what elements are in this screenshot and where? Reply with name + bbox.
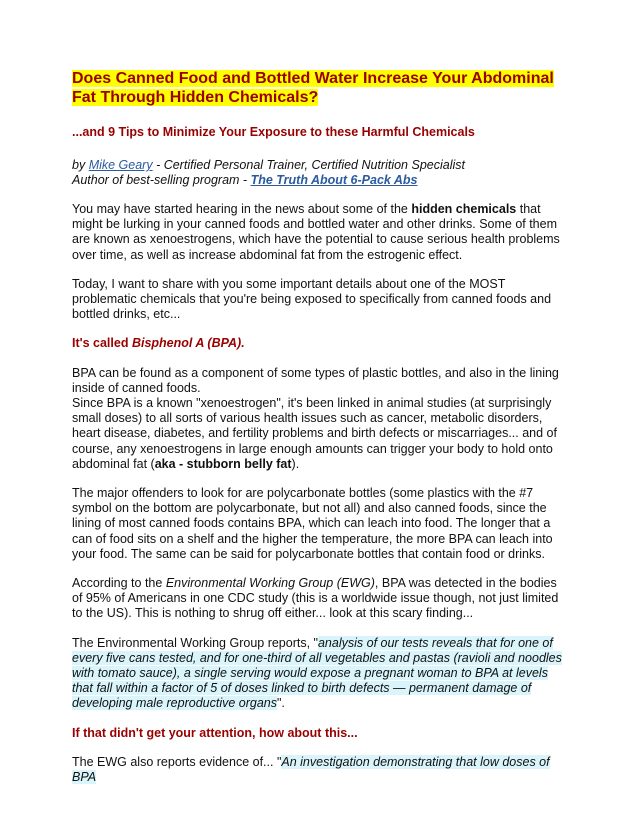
p1-text-a: You may have started hearing in the news about some of the bbox=[72, 202, 412, 216]
program-link[interactable]: The Truth About 6-Pack Abs bbox=[250, 173, 418, 187]
document-page bbox=[72, 70, 564, 785]
paragraph-8: If that didn't get your attention, how about this... bbox=[72, 725, 358, 740]
p6-italic: Environmental Working Group (EWG) bbox=[165, 576, 375, 591]
p4-text-a: Since BPA is a known "xenoestrogen", it's been linked in animal studies (at surprisingly small doses) to all sorts of various health issues such as cancer, metabolic disorders, heart disease, diabetes, and fertility problems and birth defects or miscarriages... and of course, any xenoestrogens in large enough amounts can trigger your body to hold onto abdominal fat ( bbox=[72, 396, 557, 471]
paragraph-4 bbox=[72, 366, 564, 472]
page-title bbox=[72, 70, 564, 107]
p3-text-a: It's called bbox=[72, 336, 132, 351]
paragraph-2: Today, I want to share with you some important details about one of the MOST problematic chemicals that you're being exposed to specifically from canned foods and bottled drinks, etc... bbox=[72, 276, 552, 322]
paragraph-7 bbox=[72, 636, 564, 712]
byline bbox=[72, 158, 564, 188]
p7-end: ". bbox=[277, 696, 285, 711]
title-text: Does Canned Food and Bottled Water Increase Your Abdominal Fat Through Hidden Chemicals? bbox=[72, 70, 554, 106]
p7-quote: analysis of our tests reveals that for one of every five cans tested, and for one-third of all vegetables and pastas (ravioli and noodles with tomato sauce), a single serving would expose a pregnant woman to BPA at levels that fall within a factor of 5 of doses linked to birth defects — permanent damage of developing male reproductive organs bbox=[72, 635, 562, 711]
p9-quote: An investigation demonstrating that low doses of BPA bbox=[72, 754, 550, 785]
paragraph-9 bbox=[72, 755, 564, 785]
p3-italic: Bisphenol A (BPA). bbox=[131, 336, 245, 351]
p1-bold: hidden chemicals bbox=[411, 202, 517, 216]
paragraph-1 bbox=[72, 202, 564, 263]
p1-text-b: that might be lurking in your canned foods and bottled water and other drinks. Some of them are known as xenoestrogens, which have the potential to cause serious health problems over time, as well as increase abdominal fat from the estrogenic effect. bbox=[72, 202, 560, 262]
p7-text-a: The Environmental Working Group reports, " bbox=[72, 635, 318, 650]
paragraph-6 bbox=[72, 576, 564, 622]
p4-line1: BPA can be found as a component of some types of plastic bottles, and also in the lining inside of canned foods. bbox=[72, 365, 559, 395]
byline-author-of: Author of best-selling program - bbox=[72, 173, 251, 187]
paragraph-3 bbox=[72, 336, 564, 351]
p4-end: ). bbox=[291, 456, 300, 471]
p6-text-a: According to the bbox=[72, 576, 166, 591]
byline-credentials: - Certified Personal Trainer, Certified Nutrition Specialist bbox=[152, 158, 465, 172]
byline-prefix: by bbox=[72, 158, 89, 172]
p4-bold: aka - stubborn belly fat bbox=[154, 456, 292, 471]
author-link[interactable]: Mike Geary bbox=[88, 158, 153, 172]
p9-text-a: The EWG also reports evidence of... " bbox=[72, 754, 282, 769]
paragraph-5: The major offenders to look for are polycarbonate bottles (some plastics with the #7 symbol on the bottom are polycarbonate, but not all) and also canned foods, since the lining of most canned foods contains BPA, which can leach into food. The longer that a can of food sits on a shelf and the higher the temperature, the more BPA can leach into your food. The same can be said for polycarbonate bottles that contain food or drinks. bbox=[72, 486, 553, 561]
p6-text-b: , BPA was detected in the bodies of 95% of Americans in one CDC study (this is a worldwide issue though, not just limited to the US). This is nothing to shrug off either... look at this scary finding... bbox=[72, 576, 559, 621]
subtitle: ...and 9 Tips to Minimize Your Exposure to these Harmful Chemicals bbox=[72, 125, 475, 139]
